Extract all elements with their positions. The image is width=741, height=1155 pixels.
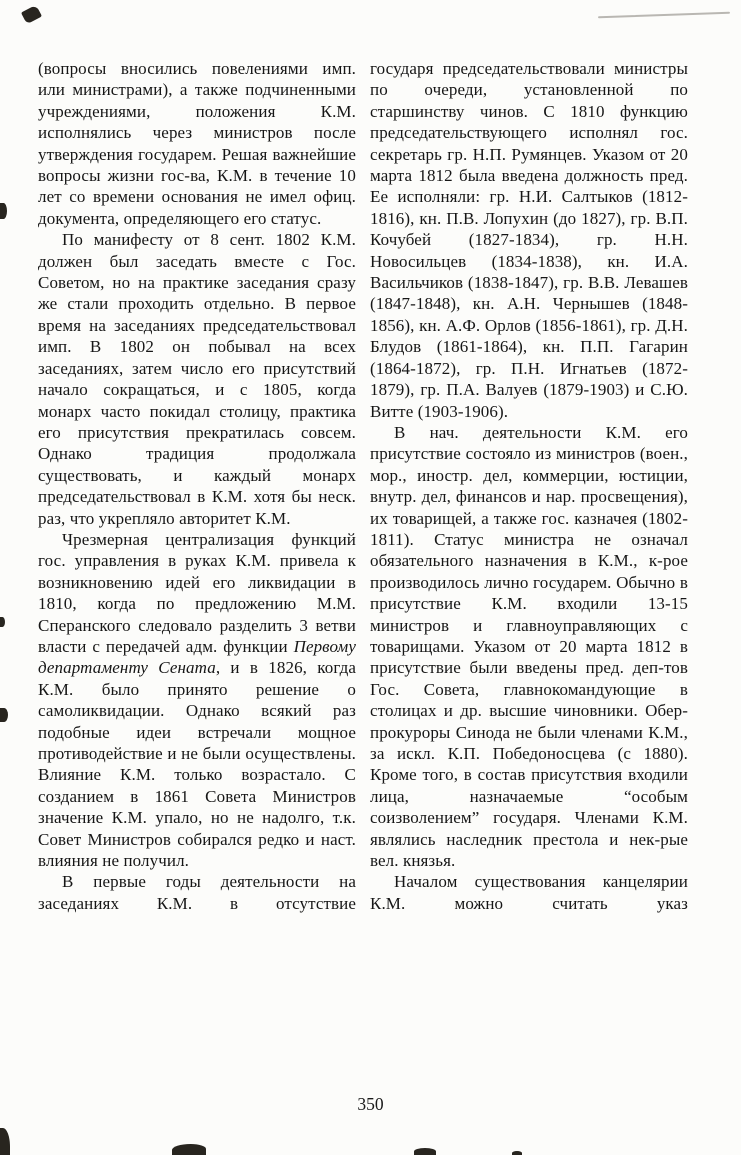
scan-artifact-edge-mark bbox=[0, 1128, 10, 1155]
right-column bbox=[370, 58, 688, 914]
paragraph: По манифесту от 8 сент. 1802 К.М. должен был заседать вместе с Гос. Советом, но на практике заседания сразу же стали проходить отдельно. В первое время на заседаниях председательствовал имп. В 1802 он побывал на всех заседаниях, затем число его присутствий начало сокращаться, и с 1805, когда монарх часто покидал столицу, практика его присутствия прекратилась совсем. Однако традиция продолжала существовать, и каждый монарх председательствовал в К.М. хотя бы неск. раз, что укрепляло авторитет К.М. bbox=[38, 230, 356, 528]
scan-artifact-edge-mark bbox=[0, 617, 5, 627]
scan-artifact-edge-mark bbox=[0, 708, 8, 722]
paragraph bbox=[38, 529, 356, 872]
scan-artifact-line bbox=[598, 12, 730, 19]
left-column bbox=[38, 58, 356, 914]
page-number: 350 bbox=[357, 1094, 384, 1114]
scan-artifact-edge-mark bbox=[414, 1148, 436, 1155]
paragraph-text: Чрезмерная централизация функций гос. управления в руках К.М. привела к возникновению идей его ликвидации в 1810, когда по предложению М.М. Сперанского следовало разделить 3 ветви власти с передачей адм. функции bbox=[38, 529, 356, 656]
paragraph: В нач. деятельности К.М. его присутствие состояло из министров (воен., мор., иностр. дел, коммерции, юстиции, внутр. дел, финансов и нар. просвещения), их товарищей, а также гос. казначея (1802-1811). Статус министра не означал обязательного назначения в К.М., к-рое производилось лично государем. Обычно в присутствие К.М. входили 13-15 министров и главноуправляющих с товарищами. Указом от 20 марта 1812 в присутствие были введены пред. деп-тов Гос. Совета, главнокомандующие в столицах и др. высшие чиновники. Обер-прокуроры Синода не были членами К.М., за искл. К.П. Победоносцева (с 1880). Кроме того, в состав присутствия входили лица, назначаемые “особым соизволением” государя. Членами К.М. являлись наследник престола и нек-рые вел. князья. bbox=[370, 422, 688, 871]
scan-artifact-ink-mark bbox=[21, 5, 42, 24]
paragraph: Началом существования канцелярии К.М. можно считать указ bbox=[370, 872, 688, 913]
scan-artifact-edge-mark bbox=[172, 1144, 206, 1155]
page-content bbox=[38, 58, 688, 914]
italic-phrase: Первому департаменту Сената bbox=[38, 636, 356, 678]
paragraph: государя председательствовали министры по очереди, установленной по старшинству чинов. С 1810 функцию председательствующего исполнял гос. секретарь гр. Н.П. Румянцев. Указом от 20 марта 1812 была введена должность пред. Ее исполняли: гр. Н.И. Салтыков (1812-1816), кн. П.В. Лопухин (до 1827), гр. В.П. Кочубей (1827-1834), гр. Н.Н. Новосильцев (1834-1838), кн. И.А. Васильчиков (1838-1847), гр. В.В. Левашев (1847-1848), кн. А.Н. Чернышев (1848-1856), кн. А.Ф. Орлов (1856-1861), гр. Д.Н. Блудов (1861-1864), кн. П.П. Гагарин (1864-1872), гр. П.Н. Игнатьев (1872-1879), гр. П.А. Валуев (1879-1903) и С.Ю. Витте (1903-1906). bbox=[370, 59, 688, 421]
scan-artifact-edge-mark bbox=[0, 203, 7, 219]
paragraph: В первые годы деятельности на заседаниях К.М. в отсутствие bbox=[38, 872, 356, 913]
paragraph-text: , и в 1826, когда К.М. было принято решение о самоликвидации. Однако всякий раз подобные идеи встречали мощное противодействие и не были осуществлены. Влияние К.М. только возрастало. С созданием в 1861 Совета Министров значение К.М. упало, но не надолго, т.к. Совет Министров собирался редко и наст. влияния не получил. bbox=[38, 658, 356, 871]
paragraph: (вопросы вносились повелениями имп. или министрами), а также подчиненными учреждениями, положения К.М. исполнялись через министров после утверждения государем. Решая важнейшие вопросы жизни гос-ва, К.М. в течение 10 лет со времени основания не имел офиц. документа, определяющего его статус. bbox=[38, 59, 356, 228]
scan-artifact-edge-mark bbox=[512, 1151, 522, 1155]
